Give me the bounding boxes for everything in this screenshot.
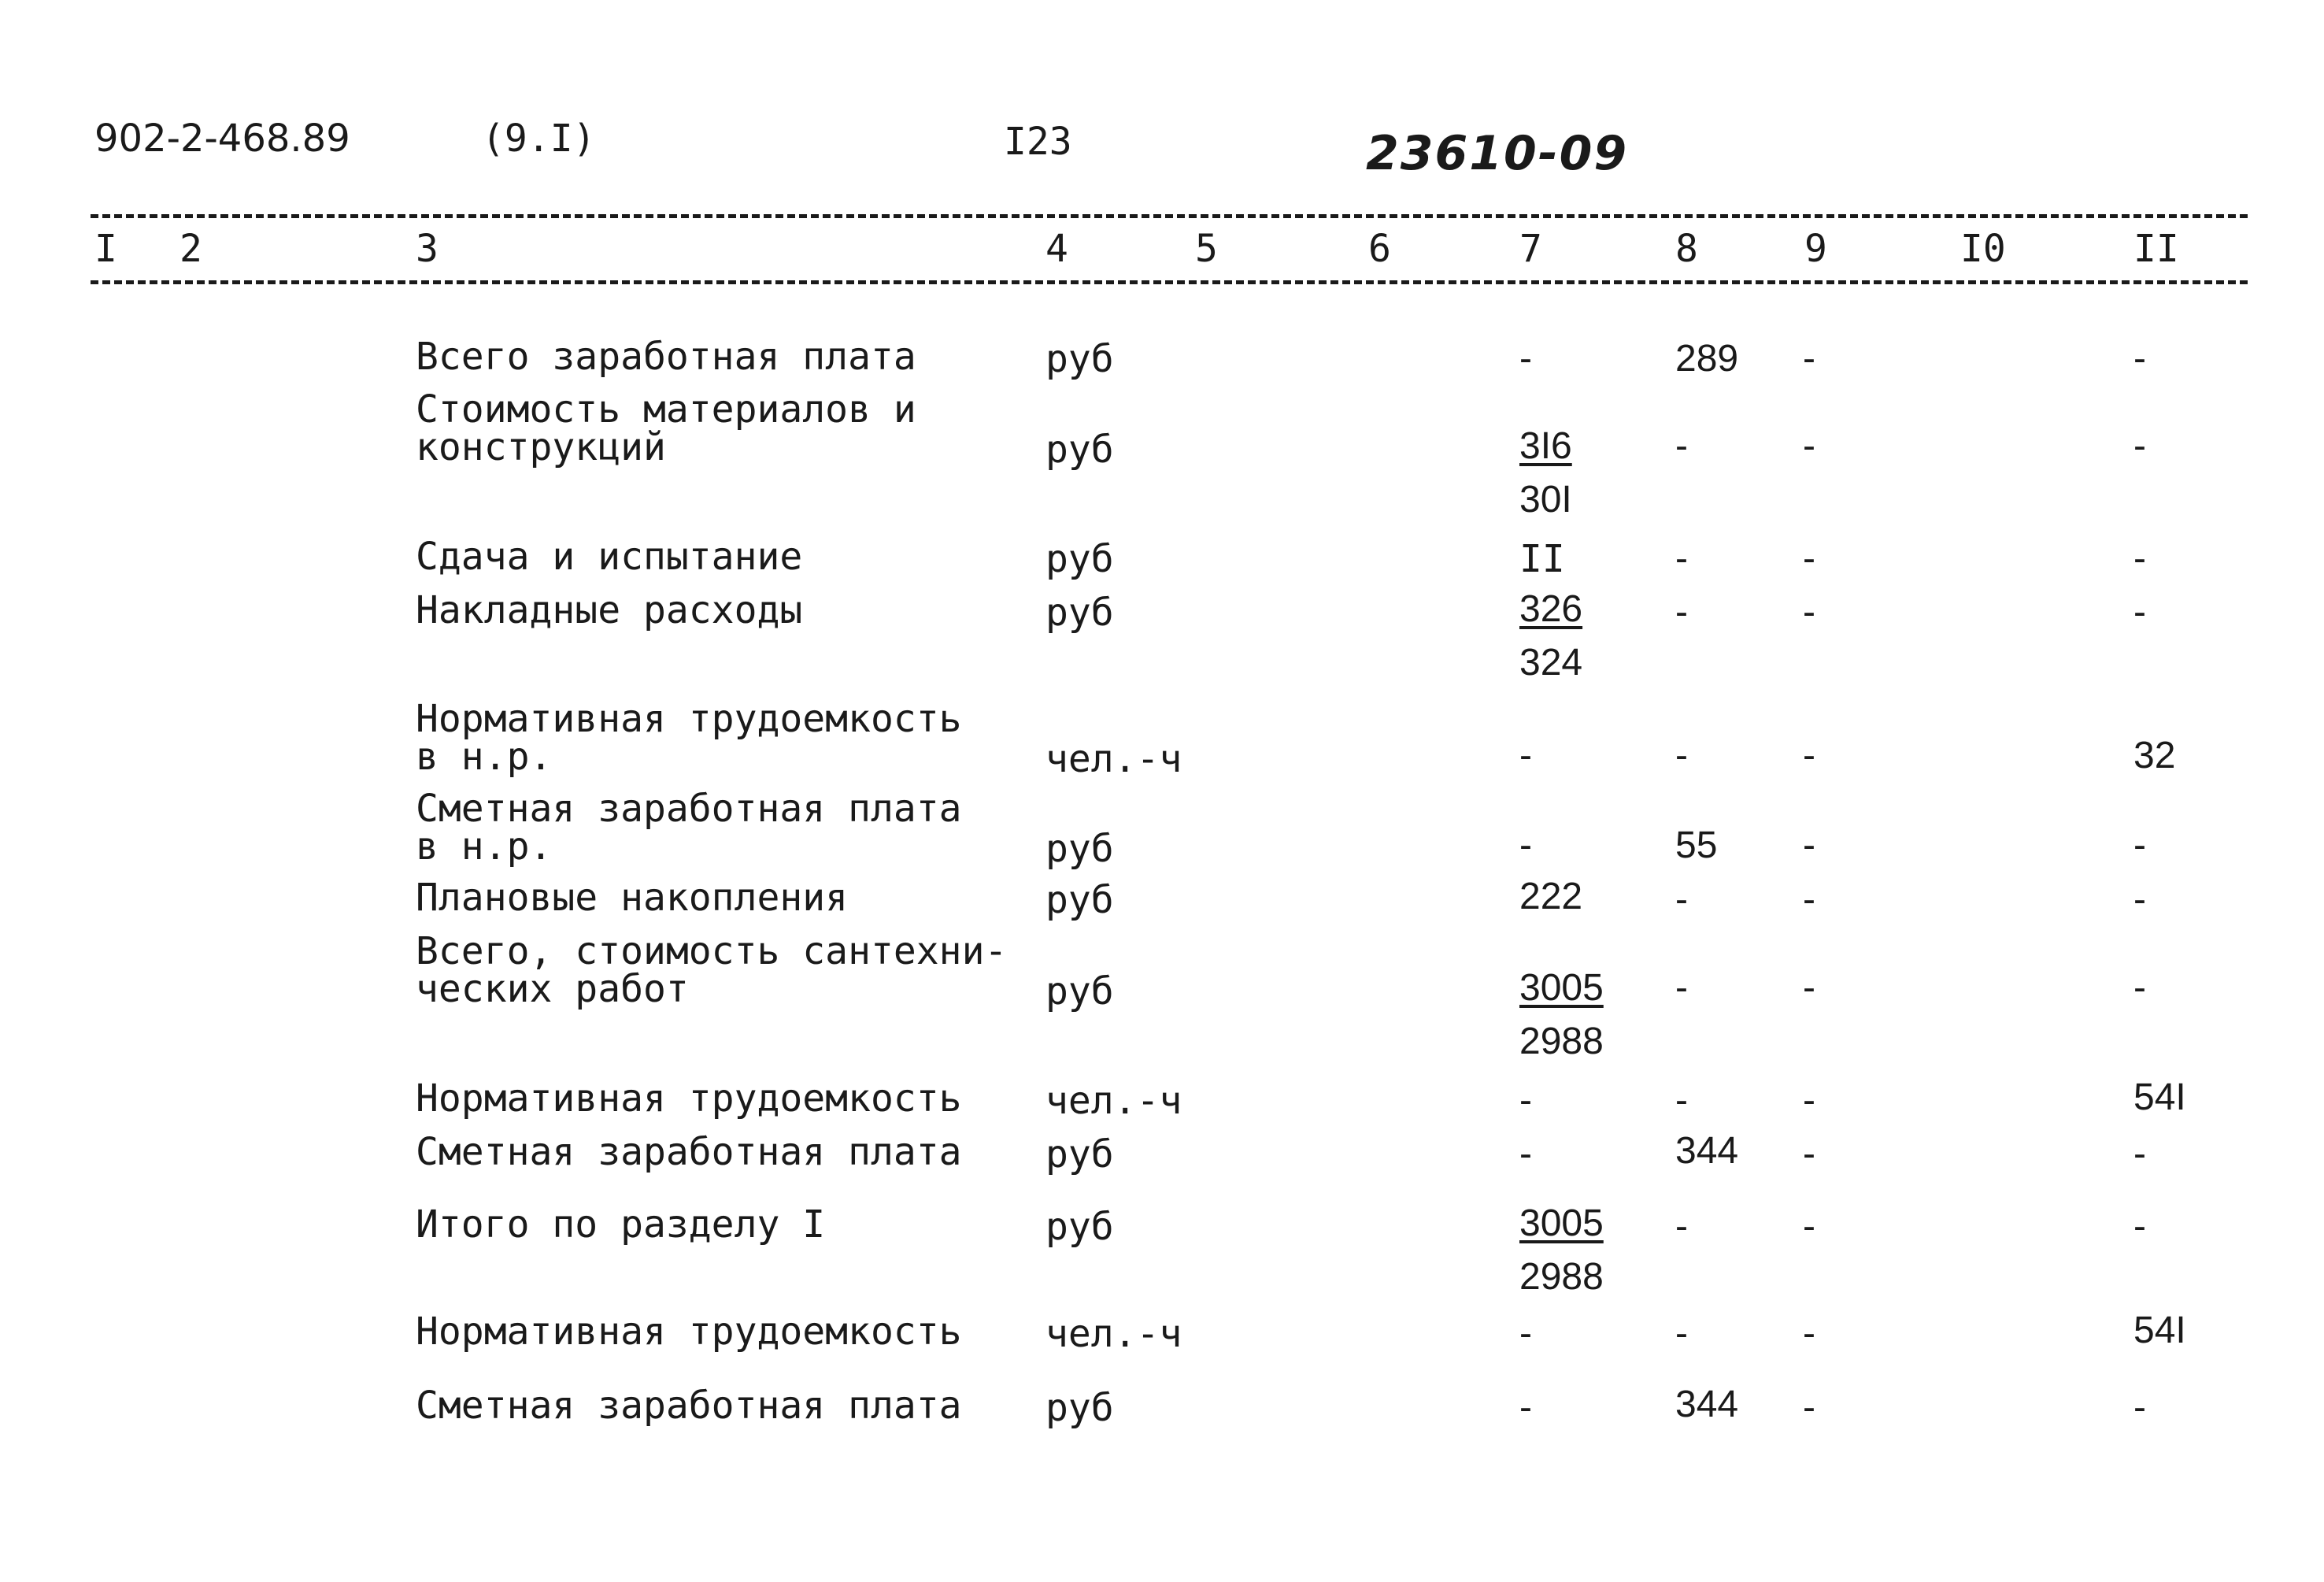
- col11-value: -: [2133, 967, 2146, 1009]
- document-code: 902-2-468.89: [94, 117, 350, 161]
- col11-value: -: [2133, 425, 2146, 467]
- table-row: [0, 1130, 2324, 1176]
- col11-value: -: [2133, 879, 2146, 921]
- col8-value: -: [1675, 1313, 1688, 1354]
- document-stamp-number: 23610-09: [1366, 126, 1629, 181]
- table-row: [0, 787, 2324, 871]
- col9-value: -: [1803, 425, 1815, 467]
- col7-value-secondary: 2988: [1519, 1021, 1604, 1062]
- table-row: [0, 1202, 2324, 1298]
- column-header-4: 4: [1045, 227, 1068, 271]
- col8-value: -: [1675, 1080, 1688, 1121]
- col8-value: -: [1675, 879, 1688, 921]
- row-label-line: Всего заработная плата: [416, 335, 916, 379]
- row-unit: руб: [1045, 1386, 1114, 1430]
- col11-value: -: [2133, 338, 2146, 380]
- col9-value: -: [1803, 1206, 1815, 1247]
- row-label-line: Сметная заработная плата: [416, 1130, 962, 1174]
- col8-value: 55: [1675, 824, 1718, 866]
- col7-value: -: [1519, 824, 1532, 866]
- col9-value: -: [1803, 1387, 1815, 1428]
- col9-value: -: [1803, 735, 1815, 776]
- column-header-2: 2: [179, 227, 202, 271]
- col9-value: -: [1803, 1080, 1815, 1121]
- column-header-9: 9: [1804, 227, 1827, 271]
- row-unit: чел.-ч: [1045, 1079, 1182, 1123]
- row-label-line: Итого по разделу I: [416, 1202, 826, 1247]
- col7-value: 326: [1519, 588, 1583, 630]
- col11-value: -: [2133, 1133, 2146, 1175]
- row-unit: руб: [1045, 337, 1114, 381]
- col9-value: -: [1803, 1313, 1815, 1354]
- table-row: [0, 1384, 2324, 1430]
- row-label-line: в н.р.: [416, 824, 553, 869]
- table-row: [0, 335, 2324, 381]
- row-unit: чел.-ч: [1045, 1312, 1182, 1356]
- column-header-10: I0: [1960, 227, 2006, 271]
- col7-value: -: [1519, 1133, 1532, 1175]
- col11-value: 54I: [2133, 1310, 2186, 1351]
- col8-value: 344: [1675, 1130, 1739, 1172]
- column-header-3: 3: [416, 227, 439, 271]
- col8-value: -: [1675, 591, 1688, 633]
- row-unit: руб: [1045, 428, 1114, 472]
- col11-value: 32: [2133, 735, 2176, 776]
- col7-value-secondary: 30I: [1519, 479, 1572, 521]
- table-row: [0, 876, 2324, 922]
- col11-value: -: [2133, 591, 2146, 633]
- column-header-7: 7: [1519, 227, 1542, 271]
- col7-value: 3005: [1519, 1202, 1604, 1244]
- row-unit: руб: [1045, 827, 1114, 871]
- header-top-rule: [91, 214, 2248, 218]
- column-header-5: 5: [1195, 227, 1218, 271]
- col8-value: -: [1675, 735, 1688, 776]
- row-unit: руб: [1045, 591, 1114, 635]
- col8-value: 289: [1675, 338, 1739, 380]
- row-label-line: в н.р.: [416, 735, 553, 779]
- col7-value: -: [1519, 1313, 1532, 1354]
- row-unit: руб: [1045, 537, 1114, 581]
- col9-value: -: [1803, 538, 1815, 580]
- col9-value: -: [1803, 967, 1815, 1009]
- column-header-6: 6: [1368, 227, 1391, 271]
- col8-value: 344: [1675, 1384, 1739, 1425]
- col8-value: -: [1675, 425, 1688, 467]
- col7-value-secondary: 2988: [1519, 1256, 1604, 1298]
- row-unit: руб: [1045, 878, 1114, 922]
- col9-value: -: [1803, 879, 1815, 921]
- table-row: [0, 697, 2324, 781]
- col9-value: -: [1803, 591, 1815, 633]
- col9-value: -: [1803, 824, 1815, 866]
- row-label-line: Нормативная трудоемкость: [416, 697, 962, 741]
- col8-value: -: [1675, 1206, 1688, 1247]
- col9-value: -: [1803, 1133, 1815, 1175]
- row-label-line: Сметная заработная плата: [416, 787, 962, 831]
- row-label-line: ческих работ: [416, 967, 689, 1011]
- column-header-8: 8: [1675, 227, 1698, 271]
- row-label-line: Плановые накопления: [416, 876, 849, 920]
- col7-value: -: [1519, 735, 1532, 776]
- row-label-line: Накладные расходы: [416, 588, 803, 632]
- header-bottom-rule: [91, 280, 2248, 284]
- row-label-line: Сметная заработная плата: [416, 1384, 962, 1428]
- table-row: [0, 1076, 2324, 1123]
- column-header-1: I: [94, 227, 117, 271]
- row-label-line: Сдача и испытание: [416, 535, 803, 579]
- col9-value: -: [1803, 338, 1815, 380]
- col11-value: -: [2133, 1206, 2146, 1247]
- row-label-line: Всего, стоимость сантехни-: [416, 929, 1008, 973]
- table-row: [0, 1310, 2324, 1356]
- col11-value: -: [2133, 824, 2146, 866]
- col7-value: 222: [1519, 876, 1583, 917]
- col7-value: -: [1519, 1387, 1532, 1428]
- row-unit: руб: [1045, 1205, 1114, 1249]
- row-unit: руб: [1045, 969, 1114, 1013]
- col7-value: 3005: [1519, 967, 1604, 1009]
- row-label-line: Нормативная трудоемкость: [416, 1076, 962, 1121]
- col7-value: -: [1519, 1080, 1532, 1121]
- section-number: (9.I): [482, 117, 596, 161]
- row-unit: чел.-ч: [1045, 737, 1182, 781]
- row-label-line: Нормативная трудоемкость: [416, 1310, 962, 1354]
- col7-value: -: [1519, 338, 1532, 380]
- row-unit: руб: [1045, 1132, 1114, 1176]
- col11-value: 54I: [2133, 1076, 2186, 1118]
- column-header-11: II: [2133, 227, 2179, 271]
- table-row: [0, 535, 2324, 581]
- col11-value: -: [2133, 538, 2146, 580]
- table-row: [0, 387, 2324, 521]
- col8-value: -: [1675, 538, 1688, 580]
- page-number: I23: [1004, 120, 1072, 164]
- col7-value: II: [1519, 537, 1565, 581]
- col7-value: 3I6: [1519, 425, 1572, 467]
- col7-value-secondary: 324: [1519, 642, 1583, 684]
- col8-value: -: [1675, 967, 1688, 1009]
- col11-value: -: [2133, 1387, 2146, 1428]
- row-label-line: конструкций: [416, 425, 666, 469]
- row-label-line: Стоимость материалов и: [416, 387, 916, 432]
